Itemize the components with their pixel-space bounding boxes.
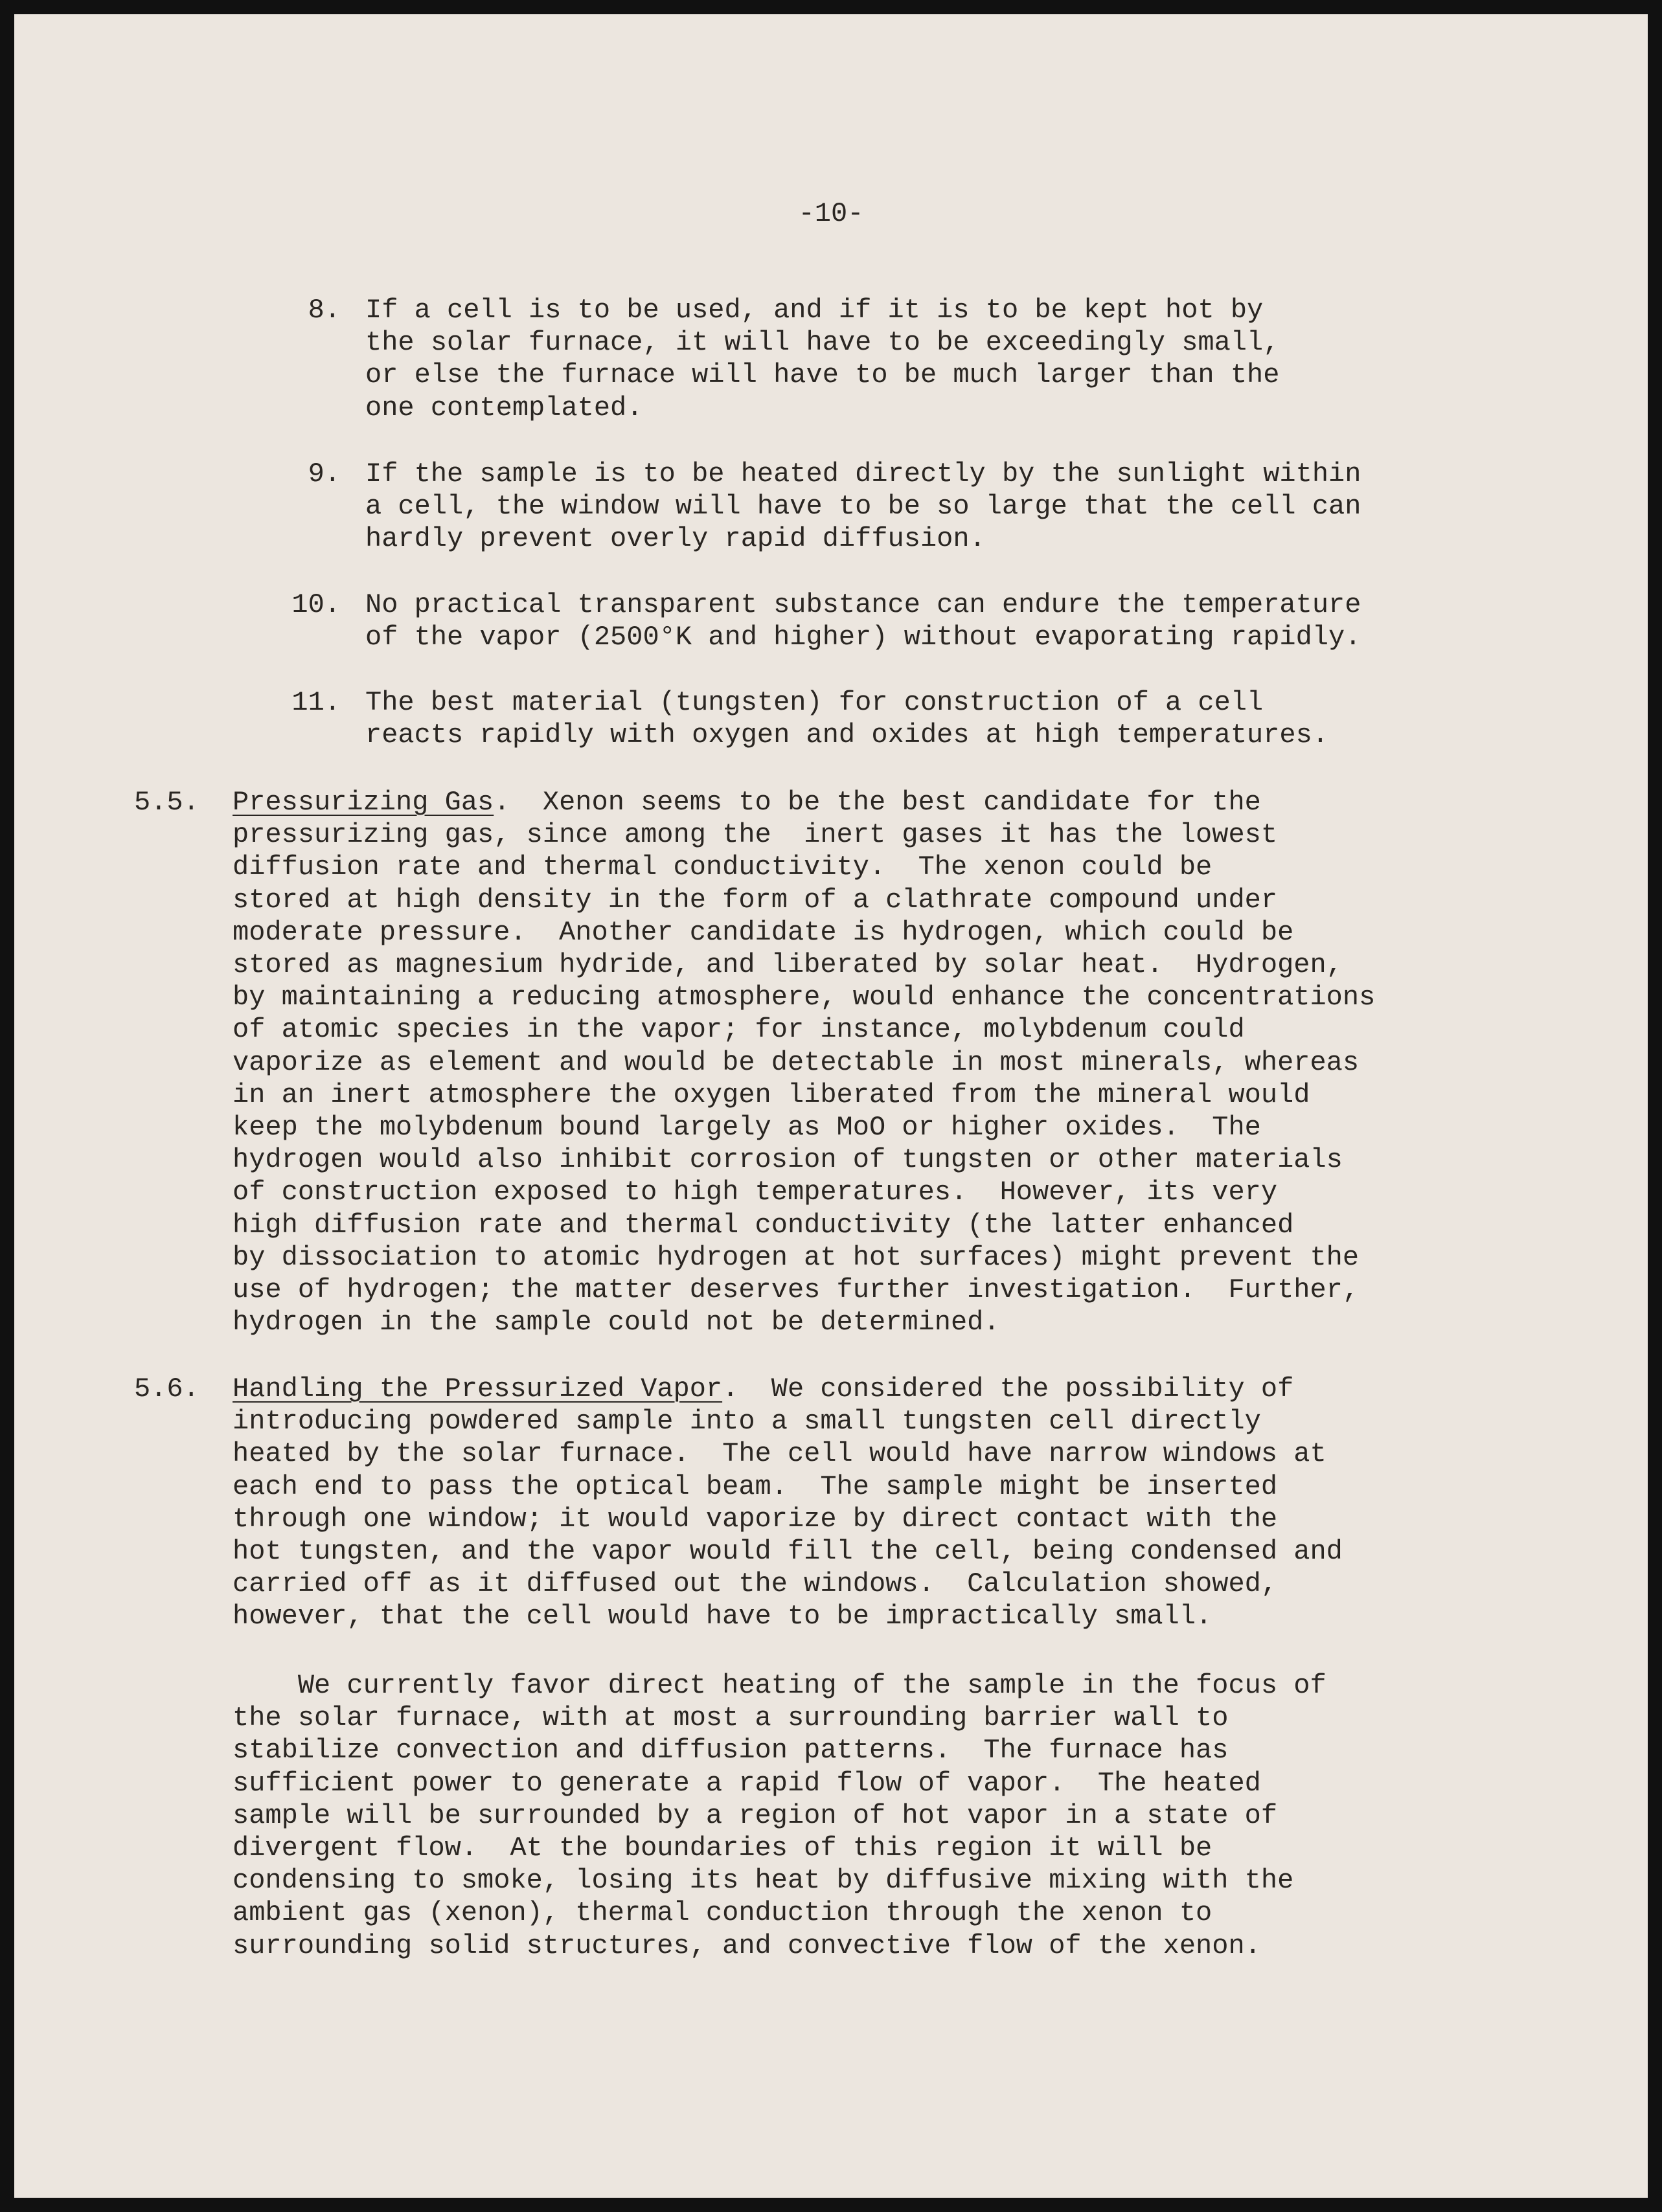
item-line: a cell, the window will have to be so large that the cell can <box>365 491 1361 523</box>
section-number: 5.5. <box>134 787 199 818</box>
item-line: one contemplated. <box>365 392 643 423</box>
section-line: use of hydrogen; the matter deserves further investigation. Further, <box>233 1274 1360 1305</box>
item-line: hardly prevent overly rapid diffusion. <box>365 523 986 555</box>
section-line: stored at high density in the form of a clathrate compound under <box>233 884 1278 916</box>
section-line: carried off as it diffused out the windows. Calculation showed, <box>233 1568 1278 1600</box>
paragraph-line: sample will be surrounded by a region of hot vapor in a state of <box>233 1800 1278 1831</box>
section-line: stored as magnesium hydride, and liberated by solar heat. Hydrogen, <box>233 949 1343 980</box>
section-line: in an inert atmosphere the oxygen liberated from the mineral would <box>233 1079 1310 1111</box>
section-line: hydrogen in the sample could not be determined. <box>233 1307 1000 1338</box>
section-line: moderate pressure. Another candidate is hydrogen, which could be <box>233 916 1294 948</box>
paragraph-line: stabilize convection and diffusion patterns. The furnace has <box>233 1735 1229 1766</box>
section-line: through one window; it would vaporize by direct contact with the <box>233 1503 1278 1535</box>
section-line: diffusion rate and thermal conductivity. The xenon could be <box>233 852 1212 883</box>
section-line: each end to pass the optical beam. The sample might be inserted <box>233 1471 1278 1502</box>
item-line: The best material (tungsten) for construction of a cell <box>365 687 1264 718</box>
section-heading: Pressurizing Gas <box>233 787 494 818</box>
item-line: If a cell is to be used, and if it is to be kept hot by <box>365 295 1264 326</box>
section-line: of atomic species in the vapor; for instance, molybdenum could <box>233 1014 1245 1046</box>
section-first-line <box>233 786 1261 818</box>
section-line: vaporize as element and would be detectable in most minerals, whereas <box>233 1046 1360 1078</box>
section-heading: Handling the Pressurized Vapor <box>233 1373 723 1405</box>
item-line: If the sample is to be heated directly by the sunlight within <box>365 458 1361 490</box>
section-line: heated by the solar furnace. The cell would have narrow windows at <box>233 1438 1326 1470</box>
item-line: of the vapor (2500°K and higher) without evaporating rapidly. <box>365 622 1361 653</box>
section-line: high diffusion rate and thermal conductivity (the latter enhanced <box>233 1209 1294 1241</box>
section-text: . We considered the possibility of <box>722 1373 1294 1405</box>
section-line: hydrogen would also inhibit corrosion of tungsten or other materials <box>233 1144 1343 1176</box>
item-line: or else the furnace will have to be much larger than the <box>365 359 1280 391</box>
section-line: keep the molybdenum bound largely as MoO or higher oxides. The <box>233 1112 1261 1143</box>
item-line: the solar furnace, it will have to be exceedingly small, <box>365 327 1280 359</box>
section-number: 5.6. <box>134 1373 199 1405</box>
paragraph-line: condensing to smoke, losing its heat by diffusive mixing with the <box>233 1865 1294 1897</box>
section-line: hot tungsten, and the vapor would fill the cell, being condensed and <box>233 1536 1343 1567</box>
section-line: however, that the cell would have to be impractically small. <box>233 1601 1212 1632</box>
paragraph-line: We currently favor direct heating of the sample in the focus of <box>233 1670 1326 1701</box>
section-text: . Xenon seems to be the best candidate for the <box>494 787 1261 818</box>
item-number: 8. <box>308 295 341 326</box>
section-line: by dissociation to atomic hydrogen at hot surfaces) might prevent the <box>233 1241 1360 1273</box>
paragraph-line: the solar furnace, with at most a surrounding barrier wall to <box>233 1702 1229 1734</box>
section-line: pressurizing gas, since among the inert gases it has the lowest <box>233 819 1278 851</box>
item-number: 9. <box>308 458 341 490</box>
paragraph-line: sufficient power to generate a rapid flow of vapor. The heated <box>233 1767 1261 1799</box>
paragraph-line: divergent flow. At the boundaries of this region it will be <box>233 1833 1212 1864</box>
section-first-line <box>233 1373 1293 1405</box>
section-line: introducing powdered sample into a small tungsten cell directly <box>233 1406 1261 1438</box>
page-number: -10- <box>798 198 864 229</box>
item-line: No practical transparent substance can endure the temperature <box>365 589 1361 620</box>
paragraph-line: surrounding solid structures, and convective flow of the xenon. <box>233 1930 1261 1961</box>
section-line: by maintaining a reducing atmosphere, would enhance the concentrations <box>233 982 1376 1013</box>
section-line: of construction exposed to high temperatures. However, its very <box>233 1177 1278 1208</box>
paragraph-line: ambient gas (xenon), thermal conduction through the xenon to <box>233 1897 1212 1929</box>
item-number: 11. <box>291 687 341 718</box>
item-line: reacts rapidly with oxygen and oxides at high temperatures. <box>365 719 1329 751</box>
item-number: 10. <box>291 589 341 620</box>
